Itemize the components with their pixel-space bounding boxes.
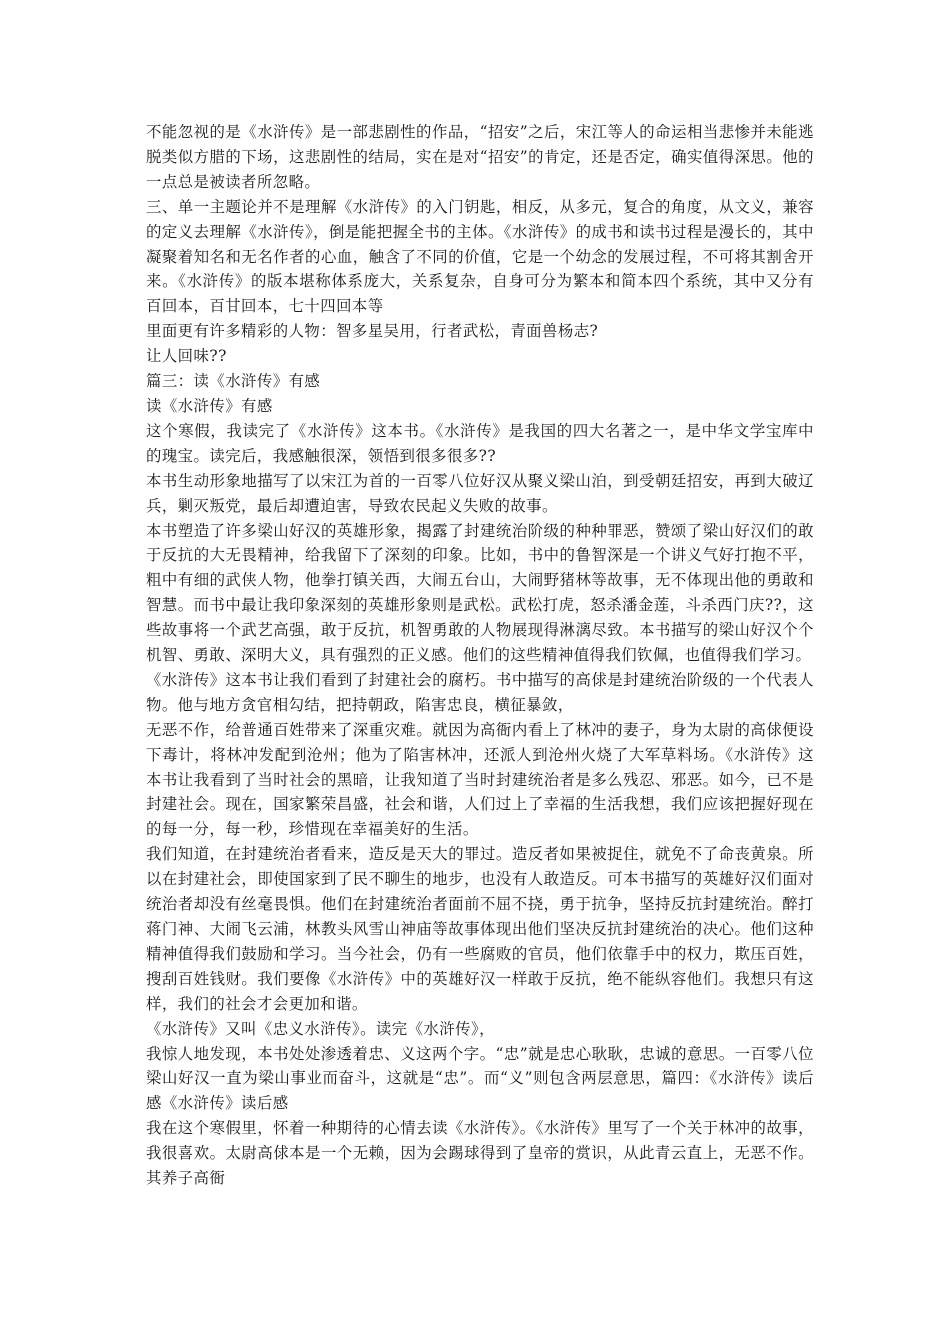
section-heading-part-three: 篇三：读《水浒传》有感 — [146, 372, 321, 391]
paragraph-story-summary: 本书生动形象地描写了以宋江为首的一百零八位好汉从聚义梁山泊，到受朝廷招安，再到大破辽兵，剿灭叛党，最后却遭迫害，导致农民起义失败的故事。 — [146, 471, 814, 515]
paragraph-heroes: 本书塑造了许多梁山好汉的英雄形象，揭露了封建统治阶级的种种罪恶，赞颂了梁山好汉们的敢于反抗的大无畏精神，给我留下了深刻的印象。比如，书中的鲁智深是一个讲义气好打抱不平，粗中有细的武侠人物，他拳打镇关西，大闹五台山，大闹野猪林等故事，无不体现出他的勇敢和智慧。而书中最让我印象深刻的英雄形象则是武松。武松打虎，怒杀潘金莲，斗杀西门庆??，这些故事将一个武艺高强，敢于反抗，机智勇敢的人物展现得淋漓尽致。本书描写的梁山好汉个个机智、勇敢、深明大义，具有强烈的正义感。他们的这些精神值得我们钦佩，也值得我们学习。 — [146, 521, 814, 665]
paragraph-tragedy-note: 不能忽视的是《水浒传》是一部悲剧性的作品，“招安”之后，宋江等人的命运相当悲惨并未能逃脱类似方腊的下场，这悲剧性的结局，实在是对“招安”的肯定，还是否定，确实值得深思。他的一点总是被读者所忽略。 — [146, 123, 814, 191]
paragraph-theme-section-three: 三、单一主题论并不是理解《水浒传》的入门钥匙，相反，从多元，复合的角度，从文义，兼容的定义去理解《水浒传》，倒是能把握全书的主体。《水浒传》的成书和读书过程是漫长的，其中凝聚着知名和无名作者的心血，触含了不同的价值，它是一个幼念的发展过程，不可将其割舍开来。《水浒传》的版本堪称体系庞大，关系复杂，自身可分为繁本和简本四个系统，其中又分有百回本，百甘回本，七十四回本等 — [146, 197, 814, 316]
paragraph-loyalty-righteousness: 我惊人地发现，本书处处渗透着忠、义这两个字。“忠”就是忠心耿耿，忠诚的意思。一百零八位梁山好汉一直为梁山事业而奋斗，这就是“忠”。而“义”则包含两层意思，篇四：《水浒传》读后感《水浒传》读后感 — [146, 1044, 814, 1113]
paragraph-rebellion: 我们知道，在封建统治者看来，造反是天大的罪过。造反者如果被捉住，就免不了命丧黄泉。所以在封建社会，即使国家到了民不聊生的地步，也没有人敢造反。可本书描写的英雄好汉们面对统治者却没有丝毫畏惧。他们在封建统治者面前不屈不挠，勇于抗争，坚持反抗封建统治。醉打蒋门神、大闹飞云浦，林教头风雪山神庙等故事体现出他们坚决反抗封建统治的决心。他们这种精神值得我们鼓励和学习。当今社会，仍有一些腐败的官员，他们依靠手中的权力，欺压百姓，搜刮百姓钱财。我们要像《水浒传》中的英雄好汉一样敢于反抗，绝不能纵容他们。我想只有这样，我们的社会才会更加和谐。 — [146, 845, 814, 1013]
document-page — [146, 120, 814, 1191]
paragraph-aftertaste: 让人回味?? — [146, 347, 227, 366]
paragraph-gao-qiu: 无恶不作，给普通百姓带来了深重灾难。就因为高衙内看上了林冲的妻子，身为太尉的高俅便设下毒计，将林冲发配到沧州；他为了陷害林冲，还派人到沧州火烧了大军草料场。《水浒传》这本书让我看到了当时社会的黑暗，让我知道了当时封建统治者是多么残忍、邪恶。如今，已不是封建社会。现在，国家繁荣昌盛，社会和谐，人们过上了幸福的生活我想，我们应该把握好现在的每一分，每一秒，珍惜现在幸福美好的生活。 — [146, 720, 814, 839]
paragraph-characters: 里面更有许多精彩的人物：智多星吴用，行者武松，青面兽杨志? — [146, 322, 599, 341]
paragraph-winter-reading: 这个寒假，我读完了《水浒传》这本书。《水浒传》是我国的四大名著之一，是中华文学宝库中的瑰宝。读完后，我感触很深，领悟到很多很多?? — [146, 421, 814, 465]
paragraph-feudal-corruption: 《水浒传》这本书让我们看到了封建社会的腐朽。书中描写的高俅是封建统治阶级的一个代表人物。他与地方贪官相勾结，把持朝政，陷害忠良，横征暴敛， — [146, 670, 814, 714]
paragraph-lin-chong: 我在这个寒假里，怀着一种期待的心情去读《水浒传》。《水浒传》里写了一个关于林冲的故事，我很喜欢。太尉高俅本是一个无赖，因为会踢球得到了皇帝的赏识，从此青云直上，无恶不作。其养子高衙 — [146, 1119, 814, 1188]
paragraph-loyalty-title: 《水浒传》又叫《忠义水浒传》。读完《水浒传》， — [146, 1019, 495, 1038]
essay-title: 读《水浒传》有感 — [146, 396, 273, 415]
